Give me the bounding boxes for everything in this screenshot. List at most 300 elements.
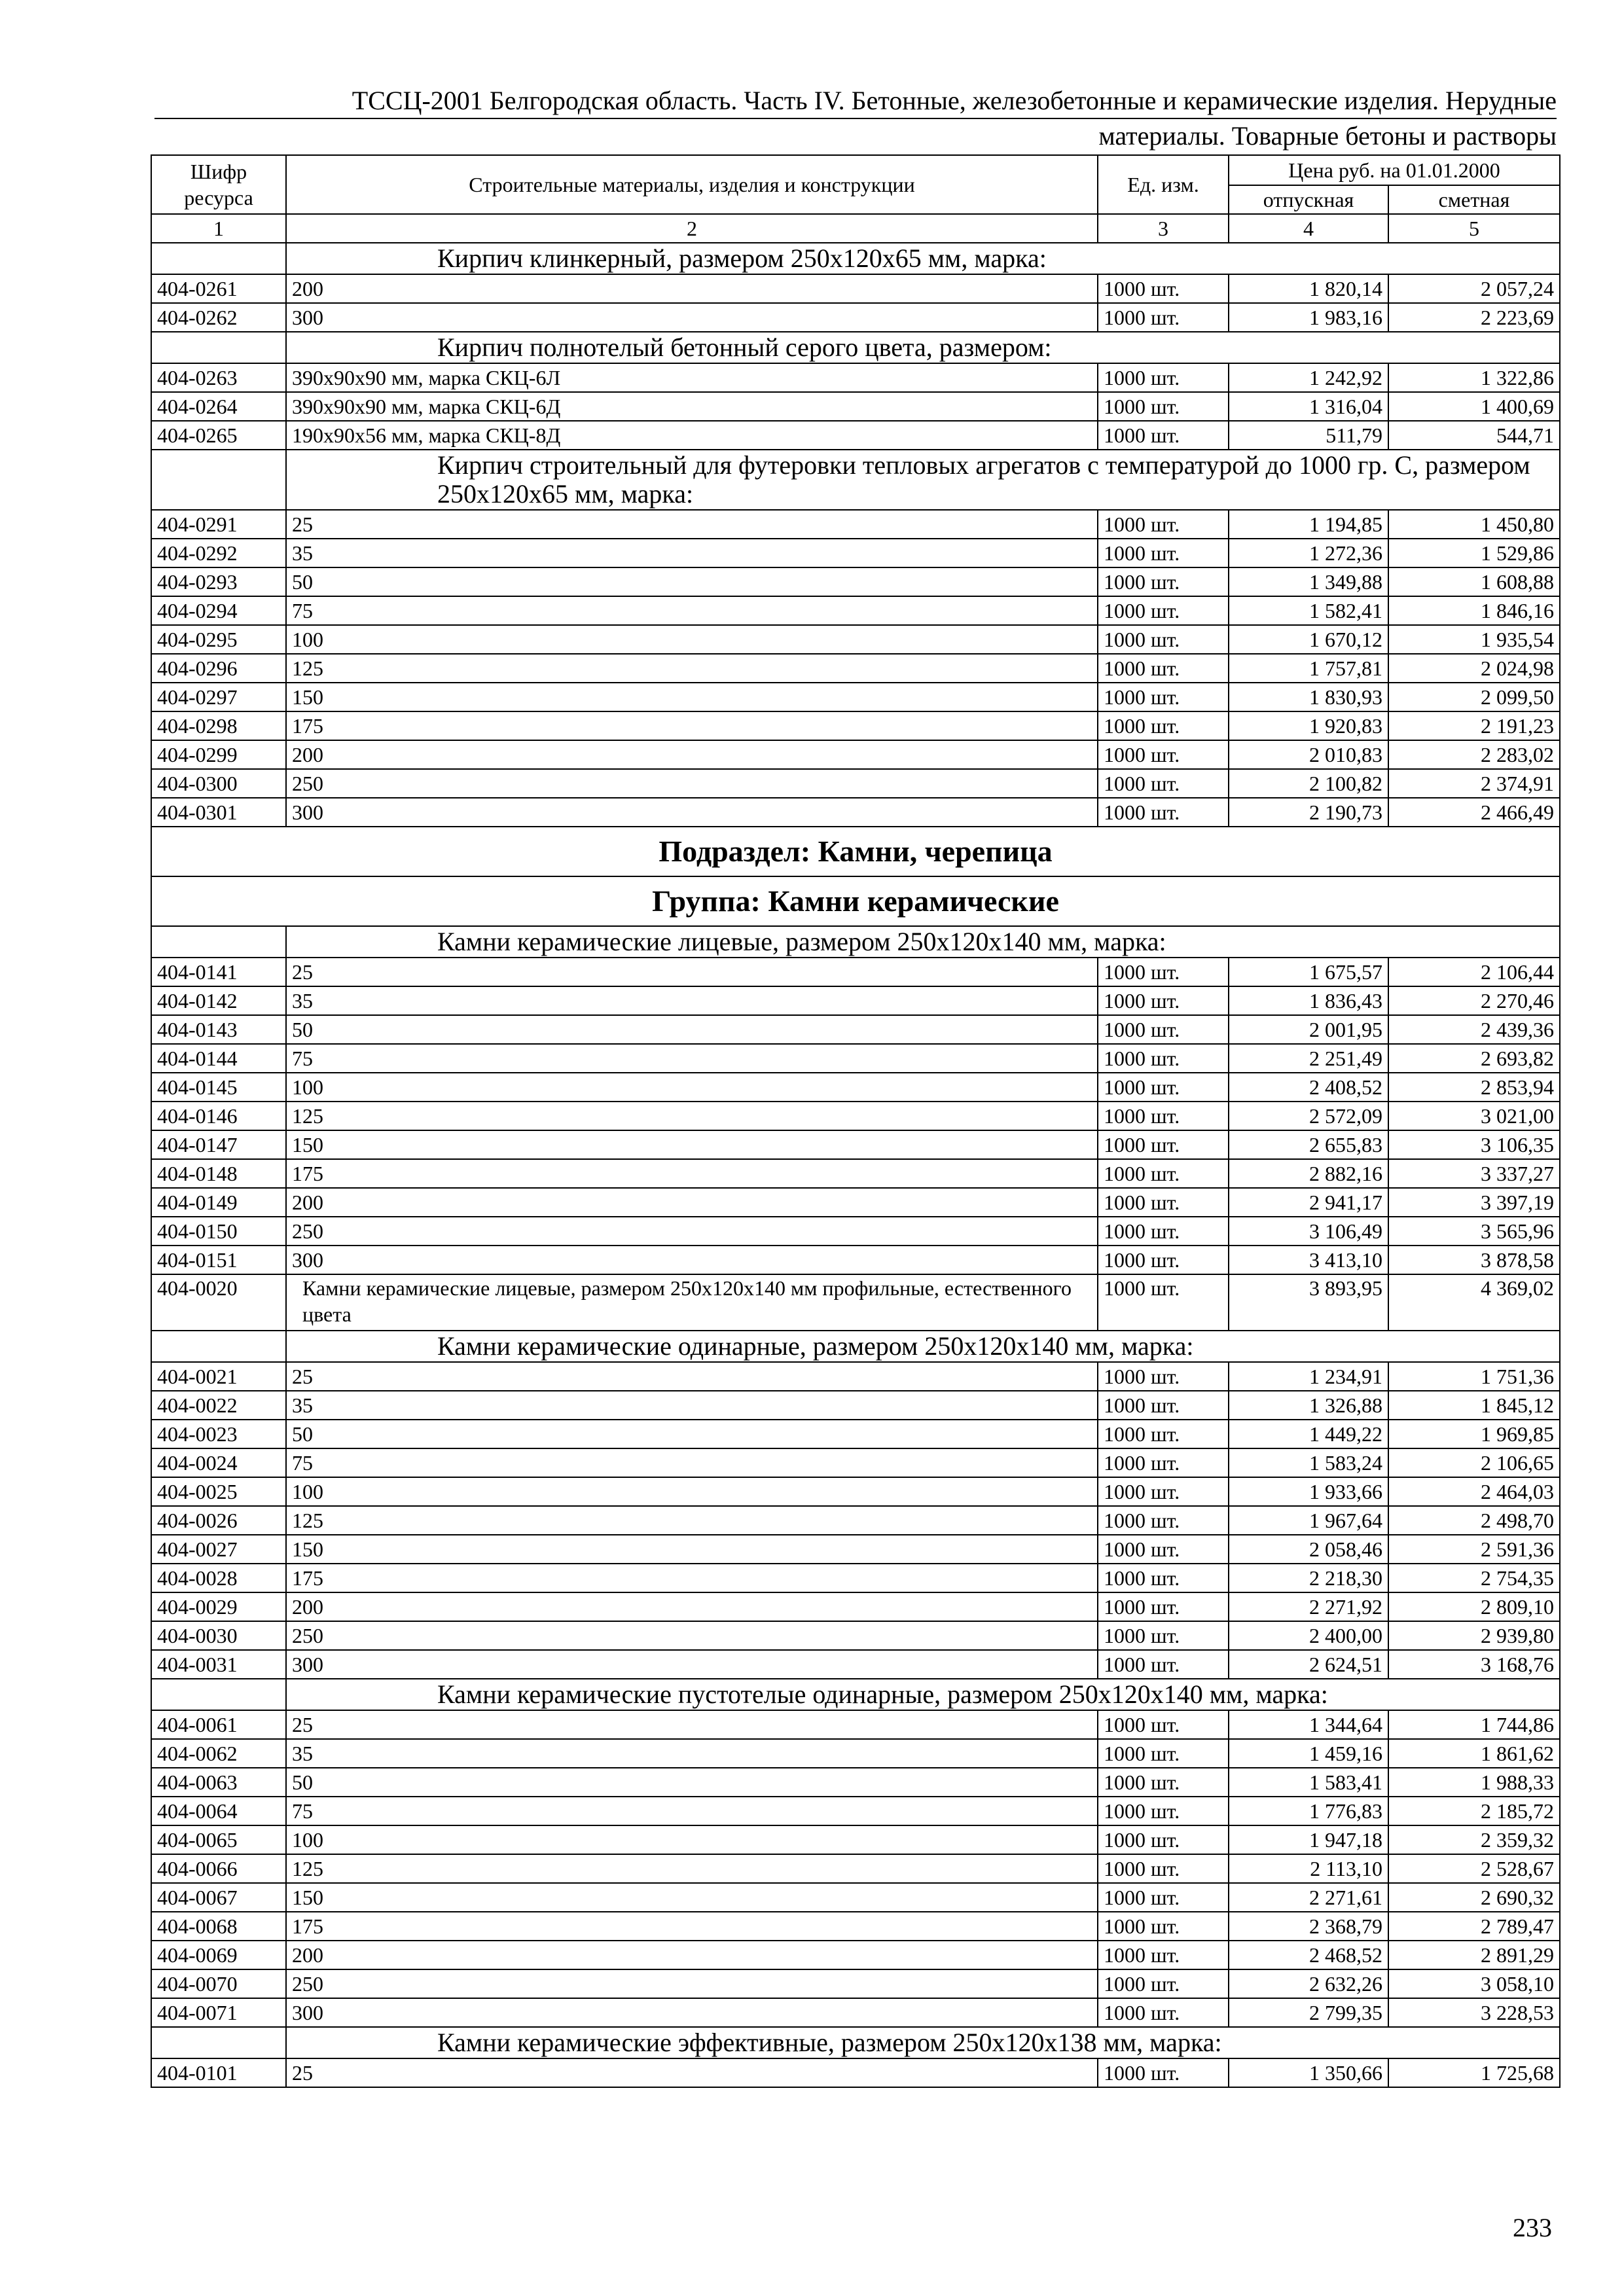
material-name: 150	[286, 683, 1098, 711]
resource-code: 404-0021	[151, 1362, 286, 1391]
table-row	[151, 1768, 1560, 1797]
unit-of-measure: 1000 шт.	[1098, 1768, 1229, 1797]
price-release: 1 757,81	[1229, 654, 1388, 683]
resource-code: 404-0151	[151, 1246, 286, 1274]
unit-of-measure: 1000 шт.	[1098, 392, 1229, 421]
price-estimate: 2 057,24	[1388, 274, 1560, 303]
material-name: 100	[286, 1477, 1098, 1506]
price-release: 2 655,83	[1229, 1130, 1388, 1159]
table-row	[151, 1564, 1560, 1592]
unit-of-measure: 1000 шт.	[1098, 683, 1229, 711]
table-row	[151, 1535, 1560, 1564]
group-code-cell	[151, 926, 286, 958]
price-release: 3 413,10	[1229, 1246, 1388, 1274]
unit-of-measure: 1000 шт.	[1098, 363, 1229, 392]
price-release: 1 670,12	[1229, 625, 1388, 654]
unit-of-measure: 1000 шт.	[1098, 1969, 1229, 1998]
material-name: 35	[286, 986, 1098, 1015]
price-release: 2 400,00	[1229, 1621, 1388, 1650]
material-name: 25	[286, 510, 1098, 539]
table-row	[151, 740, 1560, 769]
price-estimate: 2 693,82	[1388, 1044, 1560, 1073]
resource-code: 404-0294	[151, 596, 286, 625]
header-line-2: материалы. Товарные бетоны и растворы	[1098, 121, 1557, 151]
table-row	[151, 363, 1560, 392]
price-release: 2 941,17	[1229, 1188, 1388, 1217]
price-release: 1 582,41	[1229, 596, 1388, 625]
price-estimate: 1 751,36	[1388, 1362, 1560, 1391]
group-heading-row	[151, 332, 1560, 363]
unit-of-measure: 1000 шт.	[1098, 1217, 1229, 1246]
unit-of-measure: 1000 шт.	[1098, 539, 1229, 567]
price-estimate: 3 106,35	[1388, 1130, 1560, 1159]
price-release: 2 100,82	[1229, 769, 1388, 798]
unit-of-measure: 1000 шт.	[1098, 1188, 1229, 1217]
header-price: Цена руб. на 01.01.2000	[1229, 155, 1560, 185]
unit-of-measure: 1000 шт.	[1098, 1854, 1229, 1883]
unit-of-measure: 1000 шт.	[1098, 1477, 1229, 1506]
table-row	[151, 596, 1560, 625]
table-row	[151, 1246, 1560, 1274]
price-release: 1 820,14	[1229, 274, 1388, 303]
material-name: 300	[286, 303, 1098, 332]
material-name: 390х90х90 мм, марка СКЦ-6Д	[286, 392, 1098, 421]
resource-code: 404-0296	[151, 654, 286, 683]
table-row	[151, 986, 1560, 1015]
resource-code: 404-0263	[151, 363, 286, 392]
table-row	[151, 958, 1560, 986]
price-release: 2 113,10	[1229, 1854, 1388, 1883]
resource-code: 404-0265	[151, 421, 286, 450]
header-name: Строительные материалы, изделия и конструкции	[286, 155, 1098, 214]
unit-of-measure: 1000 шт.	[1098, 1044, 1229, 1073]
unit-of-measure: 1000 шт.	[1098, 1246, 1229, 1274]
table-row	[151, 1883, 1560, 1912]
resource-code: 404-0063	[151, 1768, 286, 1797]
table-body	[151, 243, 1560, 2087]
price-release: 1 194,85	[1229, 510, 1388, 539]
resource-code: 404-0291	[151, 510, 286, 539]
resource-code: 404-0064	[151, 1797, 286, 1825]
section-heading-row	[151, 876, 1560, 926]
price-release: 1 326,88	[1229, 1391, 1388, 1420]
material-name: 300	[286, 1998, 1098, 2027]
price-release: 2 632,26	[1229, 1969, 1388, 1998]
table-row	[151, 1102, 1560, 1130]
unit-of-measure: 1000 шт.	[1098, 625, 1229, 654]
table-row	[151, 1274, 1560, 1331]
material-name: 150	[286, 1535, 1098, 1564]
page-number: 233	[1513, 2213, 1552, 2242]
group-heading: Кирпич полнотелый бетонный серого цвета, размером:	[286, 332, 1560, 363]
price-estimate: 1 322,86	[1388, 363, 1560, 392]
unit-of-measure: 1000 шт.	[1098, 1564, 1229, 1592]
unit-of-measure: 1000 шт.	[1098, 1130, 1229, 1159]
resource-code: 404-0071	[151, 1998, 286, 2027]
table-row	[151, 1912, 1560, 1941]
unit-of-measure: 1000 шт.	[1098, 1883, 1229, 1912]
price-estimate: 1 845,12	[1388, 1391, 1560, 1420]
table-row	[151, 1448, 1560, 1477]
price-table	[151, 154, 1561, 2088]
price-estimate: 2 359,32	[1388, 1825, 1560, 1854]
material-name: 75	[286, 1448, 1098, 1477]
price-estimate: 2 754,35	[1388, 1564, 1560, 1592]
resource-code: 404-0149	[151, 1188, 286, 1217]
unit-of-measure: 1000 шт.	[1098, 1015, 1229, 1044]
resource-code: 404-0070	[151, 1969, 286, 1998]
resource-code: 404-0028	[151, 1564, 286, 1592]
material-name: 100	[286, 1073, 1098, 1102]
header-unit: Ед. изм.	[1098, 155, 1229, 214]
resource-code: 404-0061	[151, 1710, 286, 1739]
table-row	[151, 1854, 1560, 1883]
price-release: 1 947,18	[1229, 1825, 1388, 1854]
price-release: 2 010,83	[1229, 740, 1388, 769]
table-row	[151, 539, 1560, 567]
unit-of-measure: 1000 шт.	[1098, 1710, 1229, 1739]
unit-of-measure: 1000 шт.	[1098, 654, 1229, 683]
col-number-1: 1	[151, 214, 286, 243]
material-name: 200	[286, 274, 1098, 303]
unit-of-measure: 1000 шт.	[1098, 798, 1229, 827]
material-name: 390х90х90 мм, марка СКЦ-6Л	[286, 363, 1098, 392]
price-estimate: 2 106,65	[1388, 1448, 1560, 1477]
price-release: 1 344,64	[1229, 1710, 1388, 1739]
unit-of-measure: 1000 шт.	[1098, 1159, 1229, 1188]
price-release: 2 882,16	[1229, 1159, 1388, 1188]
unit-of-measure: 1000 шт.	[1098, 1998, 1229, 2027]
price-release: 1 967,64	[1229, 1506, 1388, 1535]
price-estimate: 1 846,16	[1388, 596, 1560, 625]
table-row	[151, 625, 1560, 654]
resource-code: 404-0299	[151, 740, 286, 769]
material-name: 150	[286, 1883, 1098, 1912]
table-row	[151, 1130, 1560, 1159]
unit-of-measure: 1000 шт.	[1098, 1535, 1229, 1564]
table-row	[151, 510, 1560, 539]
price-estimate: 544,71	[1388, 421, 1560, 450]
price-release: 2 190,73	[1229, 798, 1388, 827]
price-estimate: 2 223,69	[1388, 303, 1560, 332]
price-release: 2 271,61	[1229, 1883, 1388, 1912]
price-estimate: 1 861,62	[1388, 1739, 1560, 1768]
resource-code: 404-0147	[151, 1130, 286, 1159]
unit-of-measure: 1000 шт.	[1098, 421, 1229, 450]
price-release: 1 675,57	[1229, 958, 1388, 986]
price-estimate: 1 744,86	[1388, 1710, 1560, 1739]
price-estimate: 2 853,94	[1388, 1073, 1560, 1102]
resource-code: 404-0026	[151, 1506, 286, 1535]
unit-of-measure: 1000 шт.	[1098, 1825, 1229, 1854]
resource-code: 404-0150	[151, 1217, 286, 1246]
unit-of-measure: 1000 шт.	[1098, 1797, 1229, 1825]
resource-code: 404-0030	[151, 1621, 286, 1650]
table-row	[151, 1015, 1560, 1044]
unit-of-measure: 1000 шт.	[1098, 740, 1229, 769]
price-release: 2 799,35	[1229, 1998, 1388, 2027]
price-release: 1 242,92	[1229, 363, 1388, 392]
material-name: 50	[286, 567, 1098, 596]
price-estimate: 2 283,02	[1388, 740, 1560, 769]
table-row	[151, 2058, 1560, 2087]
resource-code: 404-0142	[151, 986, 286, 1015]
material-name: 200	[286, 1592, 1098, 1621]
price-estimate: 1 400,69	[1388, 392, 1560, 421]
resource-code: 404-0020	[151, 1274, 286, 1331]
price-estimate: 2 466,49	[1388, 798, 1560, 827]
price-estimate: 2 106,44	[1388, 958, 1560, 986]
unit-of-measure: 1000 шт.	[1098, 567, 1229, 596]
table-row	[151, 683, 1560, 711]
resource-code: 404-0022	[151, 1391, 286, 1420]
material-name: 175	[286, 711, 1098, 740]
price-estimate: 2 789,47	[1388, 1912, 1560, 1941]
price-estimate: 3 228,53	[1388, 1998, 1560, 2027]
price-estimate: 2 439,36	[1388, 1015, 1560, 1044]
resource-code: 404-0023	[151, 1420, 286, 1448]
resource-code: 404-0067	[151, 1883, 286, 1912]
table-row	[151, 1941, 1560, 1969]
table-row	[151, 1650, 1560, 1679]
price-release: 1 830,93	[1229, 683, 1388, 711]
material-name: 125	[286, 1102, 1098, 1130]
price-estimate: 1 725,68	[1388, 2058, 1560, 2087]
group-heading: Камни керамические пустотелые одинарные, размером 250х120х140 мм, марка:	[286, 1679, 1560, 1710]
unit-of-measure: 1000 шт.	[1098, 1362, 1229, 1391]
group-code-cell	[151, 332, 286, 363]
resource-code: 404-0143	[151, 1015, 286, 1044]
material-name: 300	[286, 798, 1098, 827]
unit-of-measure: 1000 шт.	[1098, 1274, 1229, 1331]
price-release: 1 350,66	[1229, 2058, 1388, 2087]
price-release: 2 408,52	[1229, 1073, 1388, 1102]
resource-code: 404-0293	[151, 567, 286, 596]
col-number-4: 4	[1229, 214, 1388, 243]
material-name: 75	[286, 1797, 1098, 1825]
price-release: 3 106,49	[1229, 1217, 1388, 1246]
group-heading: Камни керамические одинарные, размером 250х120х140 мм, марка:	[286, 1331, 1560, 1362]
table-row	[151, 1506, 1560, 1535]
unit-of-measure: 1000 шт.	[1098, 1102, 1229, 1130]
price-release: 2 218,30	[1229, 1564, 1388, 1592]
price-estimate: 2 939,80	[1388, 1621, 1560, 1650]
price-release: 2 001,95	[1229, 1015, 1388, 1044]
material-name: 250	[286, 1217, 1098, 1246]
price-estimate: 2 891,29	[1388, 1941, 1560, 1969]
material-name: 100	[286, 1825, 1098, 1854]
group-heading-row	[151, 450, 1560, 510]
price-estimate: 2 591,36	[1388, 1535, 1560, 1564]
table-row	[151, 1159, 1560, 1188]
table-row	[151, 798, 1560, 827]
price-release: 2 572,09	[1229, 1102, 1388, 1130]
header-line-1: ТССЦ-2001 Белгородская область. Часть IV. Бетонные, железобетонные и керамические изделия. Нерудные	[154, 84, 1557, 119]
price-estimate: 3 565,96	[1388, 1217, 1560, 1246]
resource-code: 404-0029	[151, 1592, 286, 1621]
price-estimate: 3 878,58	[1388, 1246, 1560, 1274]
price-estimate: 1 988,33	[1388, 1768, 1560, 1797]
header-price-release: отпускная	[1229, 185, 1388, 214]
material-name: 125	[286, 654, 1098, 683]
price-release: 1 583,41	[1229, 1768, 1388, 1797]
price-release: 2 624,51	[1229, 1650, 1388, 1679]
material-name: 25	[286, 2058, 1098, 2087]
table-row	[151, 711, 1560, 740]
material-name: 300	[286, 1246, 1098, 1274]
unit-of-measure: 1000 шт.	[1098, 1621, 1229, 1650]
price-release: 1 776,83	[1229, 1797, 1388, 1825]
resource-code: 404-0297	[151, 683, 286, 711]
price-estimate: 1 969,85	[1388, 1420, 1560, 1448]
resource-code: 404-0065	[151, 1825, 286, 1854]
group-code-cell	[151, 1331, 286, 1362]
unit-of-measure: 1000 шт.	[1098, 1739, 1229, 1768]
resource-code: 404-0298	[151, 711, 286, 740]
resource-code: 404-0068	[151, 1912, 286, 1941]
price-release: 511,79	[1229, 421, 1388, 450]
unit-of-measure: 1000 шт.	[1098, 1506, 1229, 1535]
group-heading-row	[151, 1331, 1560, 1362]
price-release: 1 836,43	[1229, 986, 1388, 1015]
material-name: 35	[286, 1739, 1098, 1768]
unit-of-measure: 1000 шт.	[1098, 1448, 1229, 1477]
resource-code: 404-0264	[151, 392, 286, 421]
material-name: 175	[286, 1912, 1098, 1941]
table-row	[151, 1998, 1560, 2027]
unit-of-measure: 1000 шт.	[1098, 986, 1229, 1015]
price-estimate: 4 369,02	[1388, 1274, 1560, 1331]
material-name: 200	[286, 740, 1098, 769]
material-name: 300	[286, 1650, 1098, 1679]
material-name: 25	[286, 1362, 1098, 1391]
group-heading: Камни керамические лицевые, размером 250х120х140 мм, марка:	[286, 926, 1560, 958]
table-row	[151, 1391, 1560, 1420]
price-estimate: 2 498,70	[1388, 1506, 1560, 1535]
table-row	[151, 567, 1560, 596]
resource-code: 404-0146	[151, 1102, 286, 1130]
resource-code: 404-0261	[151, 274, 286, 303]
resource-code: 404-0301	[151, 798, 286, 827]
price-release: 2 251,49	[1229, 1044, 1388, 1073]
price-estimate: 2 185,72	[1388, 1797, 1560, 1825]
resource-code: 404-0031	[151, 1650, 286, 1679]
resource-code: 404-0295	[151, 625, 286, 654]
price-estimate: 2 528,67	[1388, 1854, 1560, 1883]
table-row	[151, 1217, 1560, 1246]
material-name: 25	[286, 958, 1098, 986]
resource-code: 404-0262	[151, 303, 286, 332]
price-release: 1 933,66	[1229, 1477, 1388, 1506]
material-name: 150	[286, 1130, 1098, 1159]
group-code-cell	[151, 450, 286, 510]
material-name: 75	[286, 596, 1098, 625]
col-number-3: 3	[1098, 214, 1229, 243]
group-heading: Кирпич строительный для футеровки тепловых агрегатов с температурой до 1000 гр. С, размером 250х120х65 мм, марка:	[286, 450, 1560, 510]
group-heading-row	[151, 926, 1560, 958]
unit-of-measure: 1000 шт.	[1098, 510, 1229, 539]
price-release: 1 234,91	[1229, 1362, 1388, 1391]
material-name: 250	[286, 1621, 1098, 1650]
price-estimate: 2 464,03	[1388, 1477, 1560, 1506]
resource-code: 404-0062	[151, 1739, 286, 1768]
price-release: 2 468,52	[1229, 1941, 1388, 1969]
group-heading: Кирпич клинкерный, размером 250х120х65 мм, марка:	[286, 243, 1560, 274]
header-price-estimate: сметная	[1388, 185, 1560, 214]
price-estimate: 1 608,88	[1388, 567, 1560, 596]
table-row	[151, 1710, 1560, 1739]
section-heading-row	[151, 827, 1560, 876]
unit-of-measure: 1000 шт.	[1098, 1592, 1229, 1621]
table-row	[151, 1825, 1560, 1854]
table-row	[151, 1073, 1560, 1102]
table-row	[151, 392, 1560, 421]
section-heading: Группа: Камни керамические	[151, 876, 1560, 926]
material-name: 35	[286, 539, 1098, 567]
material-name: 125	[286, 1854, 1098, 1883]
price-estimate: 2 690,32	[1388, 1883, 1560, 1912]
section-heading: Подраздел: Камни, черепица	[151, 827, 1560, 876]
table-row	[151, 769, 1560, 798]
resource-code: 404-0148	[151, 1159, 286, 1188]
group-heading-row	[151, 1679, 1560, 1710]
table-row	[151, 1621, 1560, 1650]
unit-of-measure: 1000 шт.	[1098, 711, 1229, 740]
price-estimate: 3 397,19	[1388, 1188, 1560, 1217]
price-release: 1 316,04	[1229, 392, 1388, 421]
resource-code: 404-0024	[151, 1448, 286, 1477]
material-name: 75	[286, 1044, 1098, 1073]
material-name: 125	[286, 1506, 1098, 1535]
unit-of-measure: 1000 шт.	[1098, 1912, 1229, 1941]
price-release: 3 893,95	[1229, 1274, 1388, 1331]
table-row	[151, 1362, 1560, 1391]
unit-of-measure: 1000 шт.	[1098, 2058, 1229, 2087]
resource-code: 404-0141	[151, 958, 286, 986]
material-name: 190х90х56 мм, марка СКЦ-8Д	[286, 421, 1098, 450]
col-number-5: 5	[1388, 214, 1560, 243]
header-code: Шифр ресурса	[151, 155, 286, 214]
price-release: 2 058,46	[1229, 1535, 1388, 1564]
price-estimate: 1 450,80	[1388, 510, 1560, 539]
table-row	[151, 1592, 1560, 1621]
price-estimate: 3 168,76	[1388, 1650, 1560, 1679]
price-estimate: 2 191,23	[1388, 711, 1560, 740]
table-row	[151, 1420, 1560, 1448]
table-row	[151, 1797, 1560, 1825]
material-name: 175	[286, 1159, 1098, 1188]
material-name: 50	[286, 1015, 1098, 1044]
price-estimate: 2 374,91	[1388, 769, 1560, 798]
price-release: 1 272,36	[1229, 539, 1388, 567]
material-name: 25	[286, 1710, 1098, 1739]
table-row	[151, 274, 1560, 303]
table-row	[151, 1969, 1560, 1998]
table-row	[151, 1477, 1560, 1506]
material-name: Камни керамические лицевые, размером 250х120х140 мм профильные, естественного цвета	[286, 1274, 1098, 1331]
table-row	[151, 654, 1560, 683]
material-name: 50	[286, 1768, 1098, 1797]
unit-of-measure: 1000 шт.	[1098, 1073, 1229, 1102]
unit-of-measure: 1000 шт.	[1098, 769, 1229, 798]
group-heading: Камни керамические эффективные, размером 250х120х138 мм, марка:	[286, 2027, 1560, 2058]
price-estimate: 3 337,27	[1388, 1159, 1560, 1188]
unit-of-measure: 1000 шт.	[1098, 303, 1229, 332]
price-estimate: 1 529,86	[1388, 539, 1560, 567]
price-estimate: 2 270,46	[1388, 986, 1560, 1015]
group-heading-row	[151, 243, 1560, 274]
material-name: 35	[286, 1391, 1098, 1420]
